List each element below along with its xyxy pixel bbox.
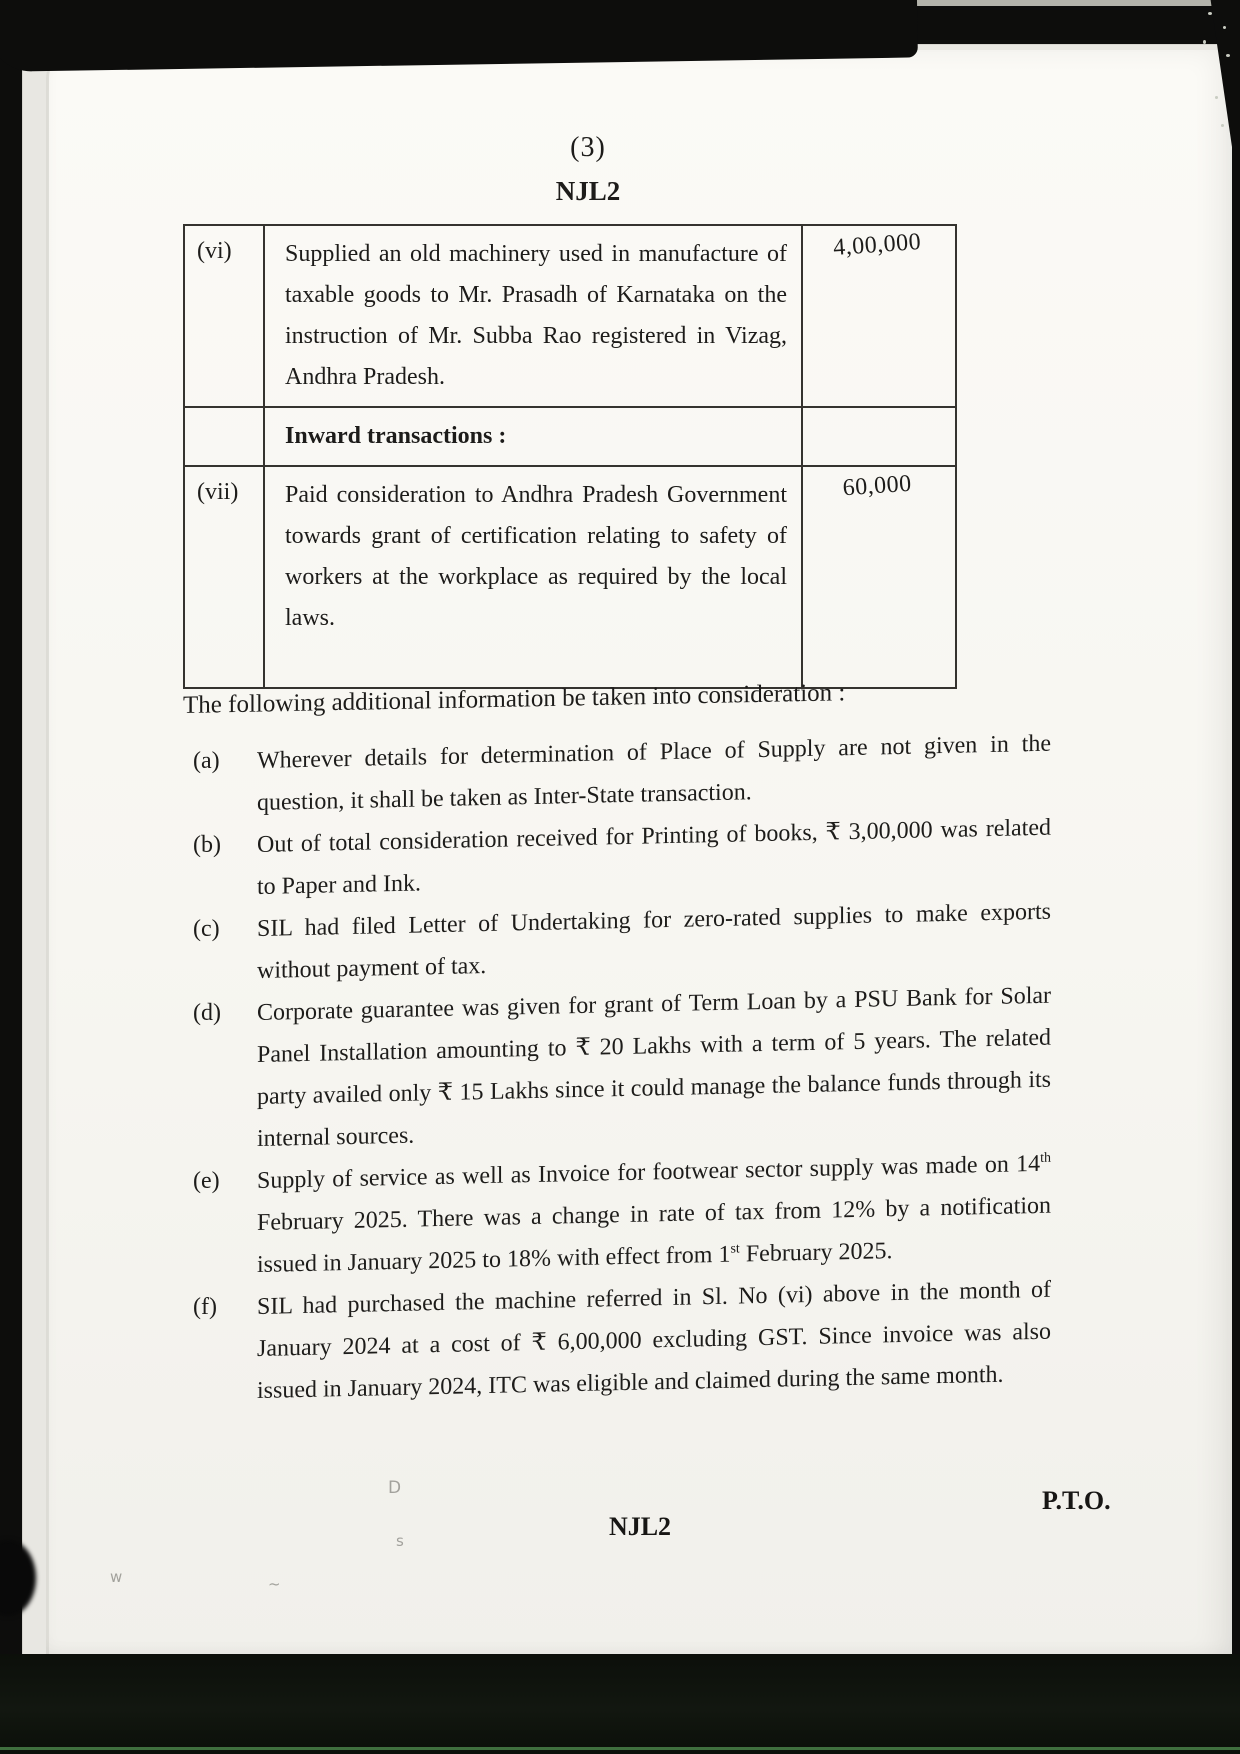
table-cell-amount xyxy=(803,408,951,465)
transactions-table xyxy=(183,224,957,689)
additional-info-list xyxy=(183,730,1051,1412)
table-cell-description: Paid consideration to Andhra Pradesh Government towards grant of certification relating to safety of workers at the workplace as required by the local laws. xyxy=(265,467,803,687)
scanner-bottom-line xyxy=(0,1747,1240,1750)
item-label: (f) xyxy=(193,1294,217,1320)
scan-speck xyxy=(1226,54,1230,57)
pto-label: P.T.O. xyxy=(1042,1486,1111,1515)
scan-pen-mark: ~ xyxy=(268,1575,281,1593)
paper-code-footer: NJL2 xyxy=(608,1512,672,1541)
table-cell-sl-no: (vi) xyxy=(185,226,265,406)
item-label: (e) xyxy=(193,1168,220,1194)
item-label: (c) xyxy=(193,916,220,942)
item-text: Out of total consideration received for Printing of books, ₹ 3,00,000 was related to Paper and Ink. xyxy=(257,814,1051,900)
table-row xyxy=(185,467,955,687)
item-text: SIL had filed Letter of Undertaking for zero-rated supplies to make exports without payment of tax. xyxy=(257,898,1051,984)
scan-pen-mark: s xyxy=(396,1532,404,1550)
item-text: SIL had purchased the machine referred in Sl. No (vi) above in the month of January 2024 at a cost of ₹ 6,00,000 excluding GST. Since invoice was also issued in January 2024, ITC was eligible and claimed during the same month. xyxy=(257,1276,1051,1404)
scan-speck xyxy=(1223,26,1226,29)
table-cell-sl-no xyxy=(185,408,265,465)
item-label: (a) xyxy=(193,748,220,774)
page-number: (3) xyxy=(570,132,606,163)
scan-speck xyxy=(1208,12,1212,15)
scan-speck xyxy=(1221,124,1224,127)
additional-info-intro: The following additional information be taken into consideration : xyxy=(183,679,846,719)
table-row xyxy=(185,408,955,467)
table-cell-description: Supplied an old machinery used in manufacture of taxable goods to Mr. Prasadh of Karnataka on the instruction of Mr. Subba Rao registered in Vizag, Andhra Pradesh. xyxy=(265,226,803,406)
item-text: Supply of service as well as Invoice for footwear sector supply was made on 14th February 2025. There was a change in rate of tax from 12% by a notification issued in January 2025 to 18% with effect from 1st February 2025. xyxy=(257,1150,1051,1278)
item-text: Corporate guarantee was given for grant of Term Loan by a PSU Bank for Solar Panel Installation amounting to ₹ 20 Lakhs with a term of 5 years. The related party availed only ₹ 15 Lakhs since it could manage the balance funds through its internal sources. xyxy=(257,982,1051,1152)
table-row xyxy=(185,226,955,408)
item-label: (b) xyxy=(193,832,221,858)
scan-speck xyxy=(1215,96,1218,99)
item-text: Wherever details for determination of Place of Supply are not given in the question, it shall be taken as Inter-State transaction. xyxy=(257,730,1051,816)
scan-pen-mark: D xyxy=(388,1478,402,1498)
table-cell-sl-no: (vii) xyxy=(185,467,265,687)
scan-pen-mark: w xyxy=(110,1568,123,1586)
paper-code-header: NJL2 xyxy=(555,176,621,206)
additional-info-item xyxy=(183,1276,1051,1412)
table-cell-amount xyxy=(803,467,951,687)
additional-info-item xyxy=(183,982,1051,1160)
amount-value: 4,00,000 xyxy=(832,228,922,262)
table-cell-amount xyxy=(803,226,951,406)
table-cell-description: Inward transactions : xyxy=(265,408,803,465)
scanner-bed-bottom xyxy=(0,1654,1240,1754)
item-label: (d) xyxy=(193,1000,221,1026)
scan-speck xyxy=(1203,40,1206,44)
additional-info-item xyxy=(183,1150,1051,1286)
amount-value: 60,000 xyxy=(841,470,913,502)
